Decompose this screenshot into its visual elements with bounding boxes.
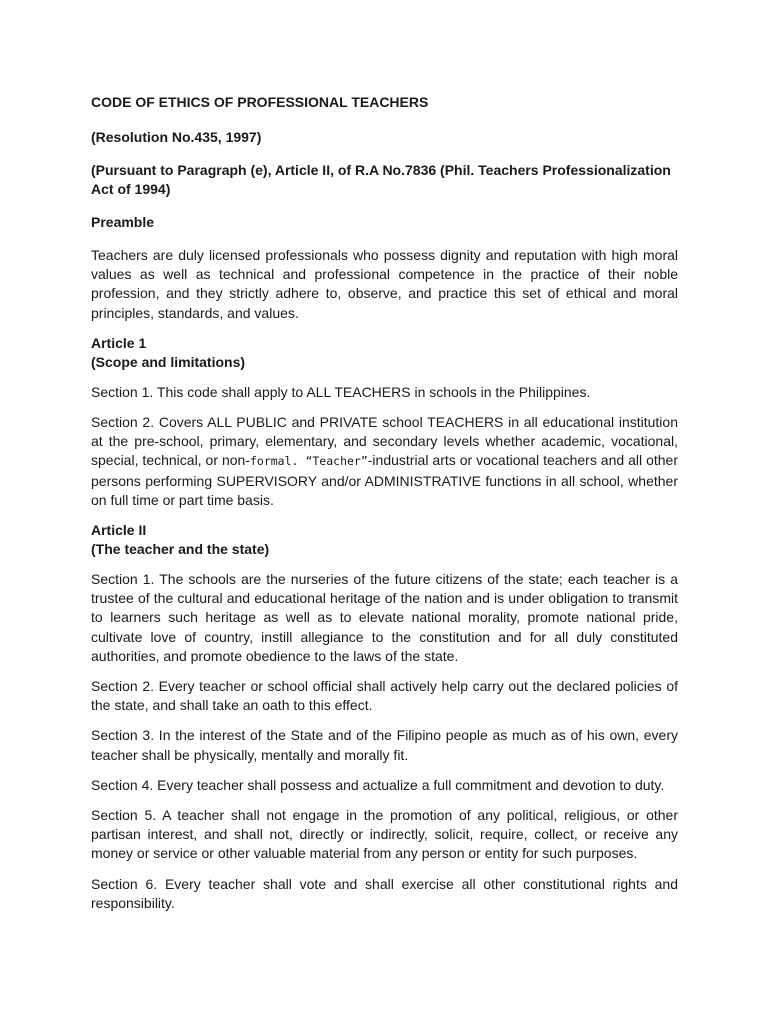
pursuant-line: (Pursuant to Paragraph (e), Article II, of R.A No.7836 (Phil. Teachers Professionalization Act of 1994)	[91, 162, 671, 197]
article-1-section-2-text-b: -industrial arts or vocational teachers and all other persons performing SUPERVISORY and/or ADMINISTRATIVE functions in all school, whether on full time or part time basis.	[91, 452, 678, 508]
article-1-section-2-text-a: Section 2. Covers ALL PUBLIC and PRIVATE school TEACHERS in all educational institution at the pre-school, primary, elementary, and secondary levels whether academic, vocational, special, technical, or non-	[91, 414, 678, 469]
article-1-subheading: (Scope and limitations)	[91, 353, 246, 370]
article-2-heading: Article II	[91, 522, 147, 539]
article-1-section-2	[91, 413, 678, 510]
article-2-section-5: Section 5. A teacher shall not engage in the promotion of any political, religious, or other partisan interest, and shall not, directly or indirectly, solicit, require, collect, or receive any money or service or other valuable material from any person or entity for such purposes.	[91, 807, 678, 862]
document-title: CODE OF ETHICS OF PROFESSIONAL TEACHERS	[91, 94, 429, 110]
preamble-text: Teachers are duly licensed professionals who possess dignity and reputation with high moral values as well as technical and professional competence in the practice of their noble profession, and they strictly adhere to, observe, and practice this set of ethical and moral principles, standards, and values.	[91, 247, 678, 321]
article-1-heading: Article 1	[91, 334, 147, 351]
article-2-section-2: Section 2. Every teacher or school official shall actively help carry out the declared policies of the state, and shall take an oath to this effect.	[91, 678, 678, 714]
article-1-section-1: Section 1. This code shall apply to ALL TEACHERS in schools in the Philippines.	[91, 383, 591, 400]
article-2-section-6: Section 6. Every teacher shall vote and shall exercise all other constitutional rights and responsibility.	[91, 875, 678, 911]
document-page	[91, 93, 678, 913]
article-2-section-4: Section 4. Every teacher shall possess and actualize a full commitment and devotion to duty.	[91, 776, 665, 793]
article-2-subheading: (The teacher and the state)	[91, 541, 270, 558]
preamble-heading: Preamble	[91, 214, 155, 230]
article-1-section-2-text-mono: formal. “Teacher”	[249, 454, 368, 469]
article-2-section-1: Section 1. The schools are the nurseries of the future citizens of the state; each teacher is a trustee of the cultural and educational heritage of the nation and is under obligation to transmit to learners such heritage as well as to elevate national morality, promote national pride, cultivate love of country, instill allegiance to the constitution and for all duly constituted authorities, and promote obedience to the laws of the state.	[91, 571, 678, 664]
article-2-section-3: Section 3. In the interest of the State and of the Filipino people as much as of his own, every teacher shall be physically, mentally and morally fit.	[91, 727, 678, 763]
resolution-line: (Resolution No.435, 1997)	[91, 129, 262, 145]
